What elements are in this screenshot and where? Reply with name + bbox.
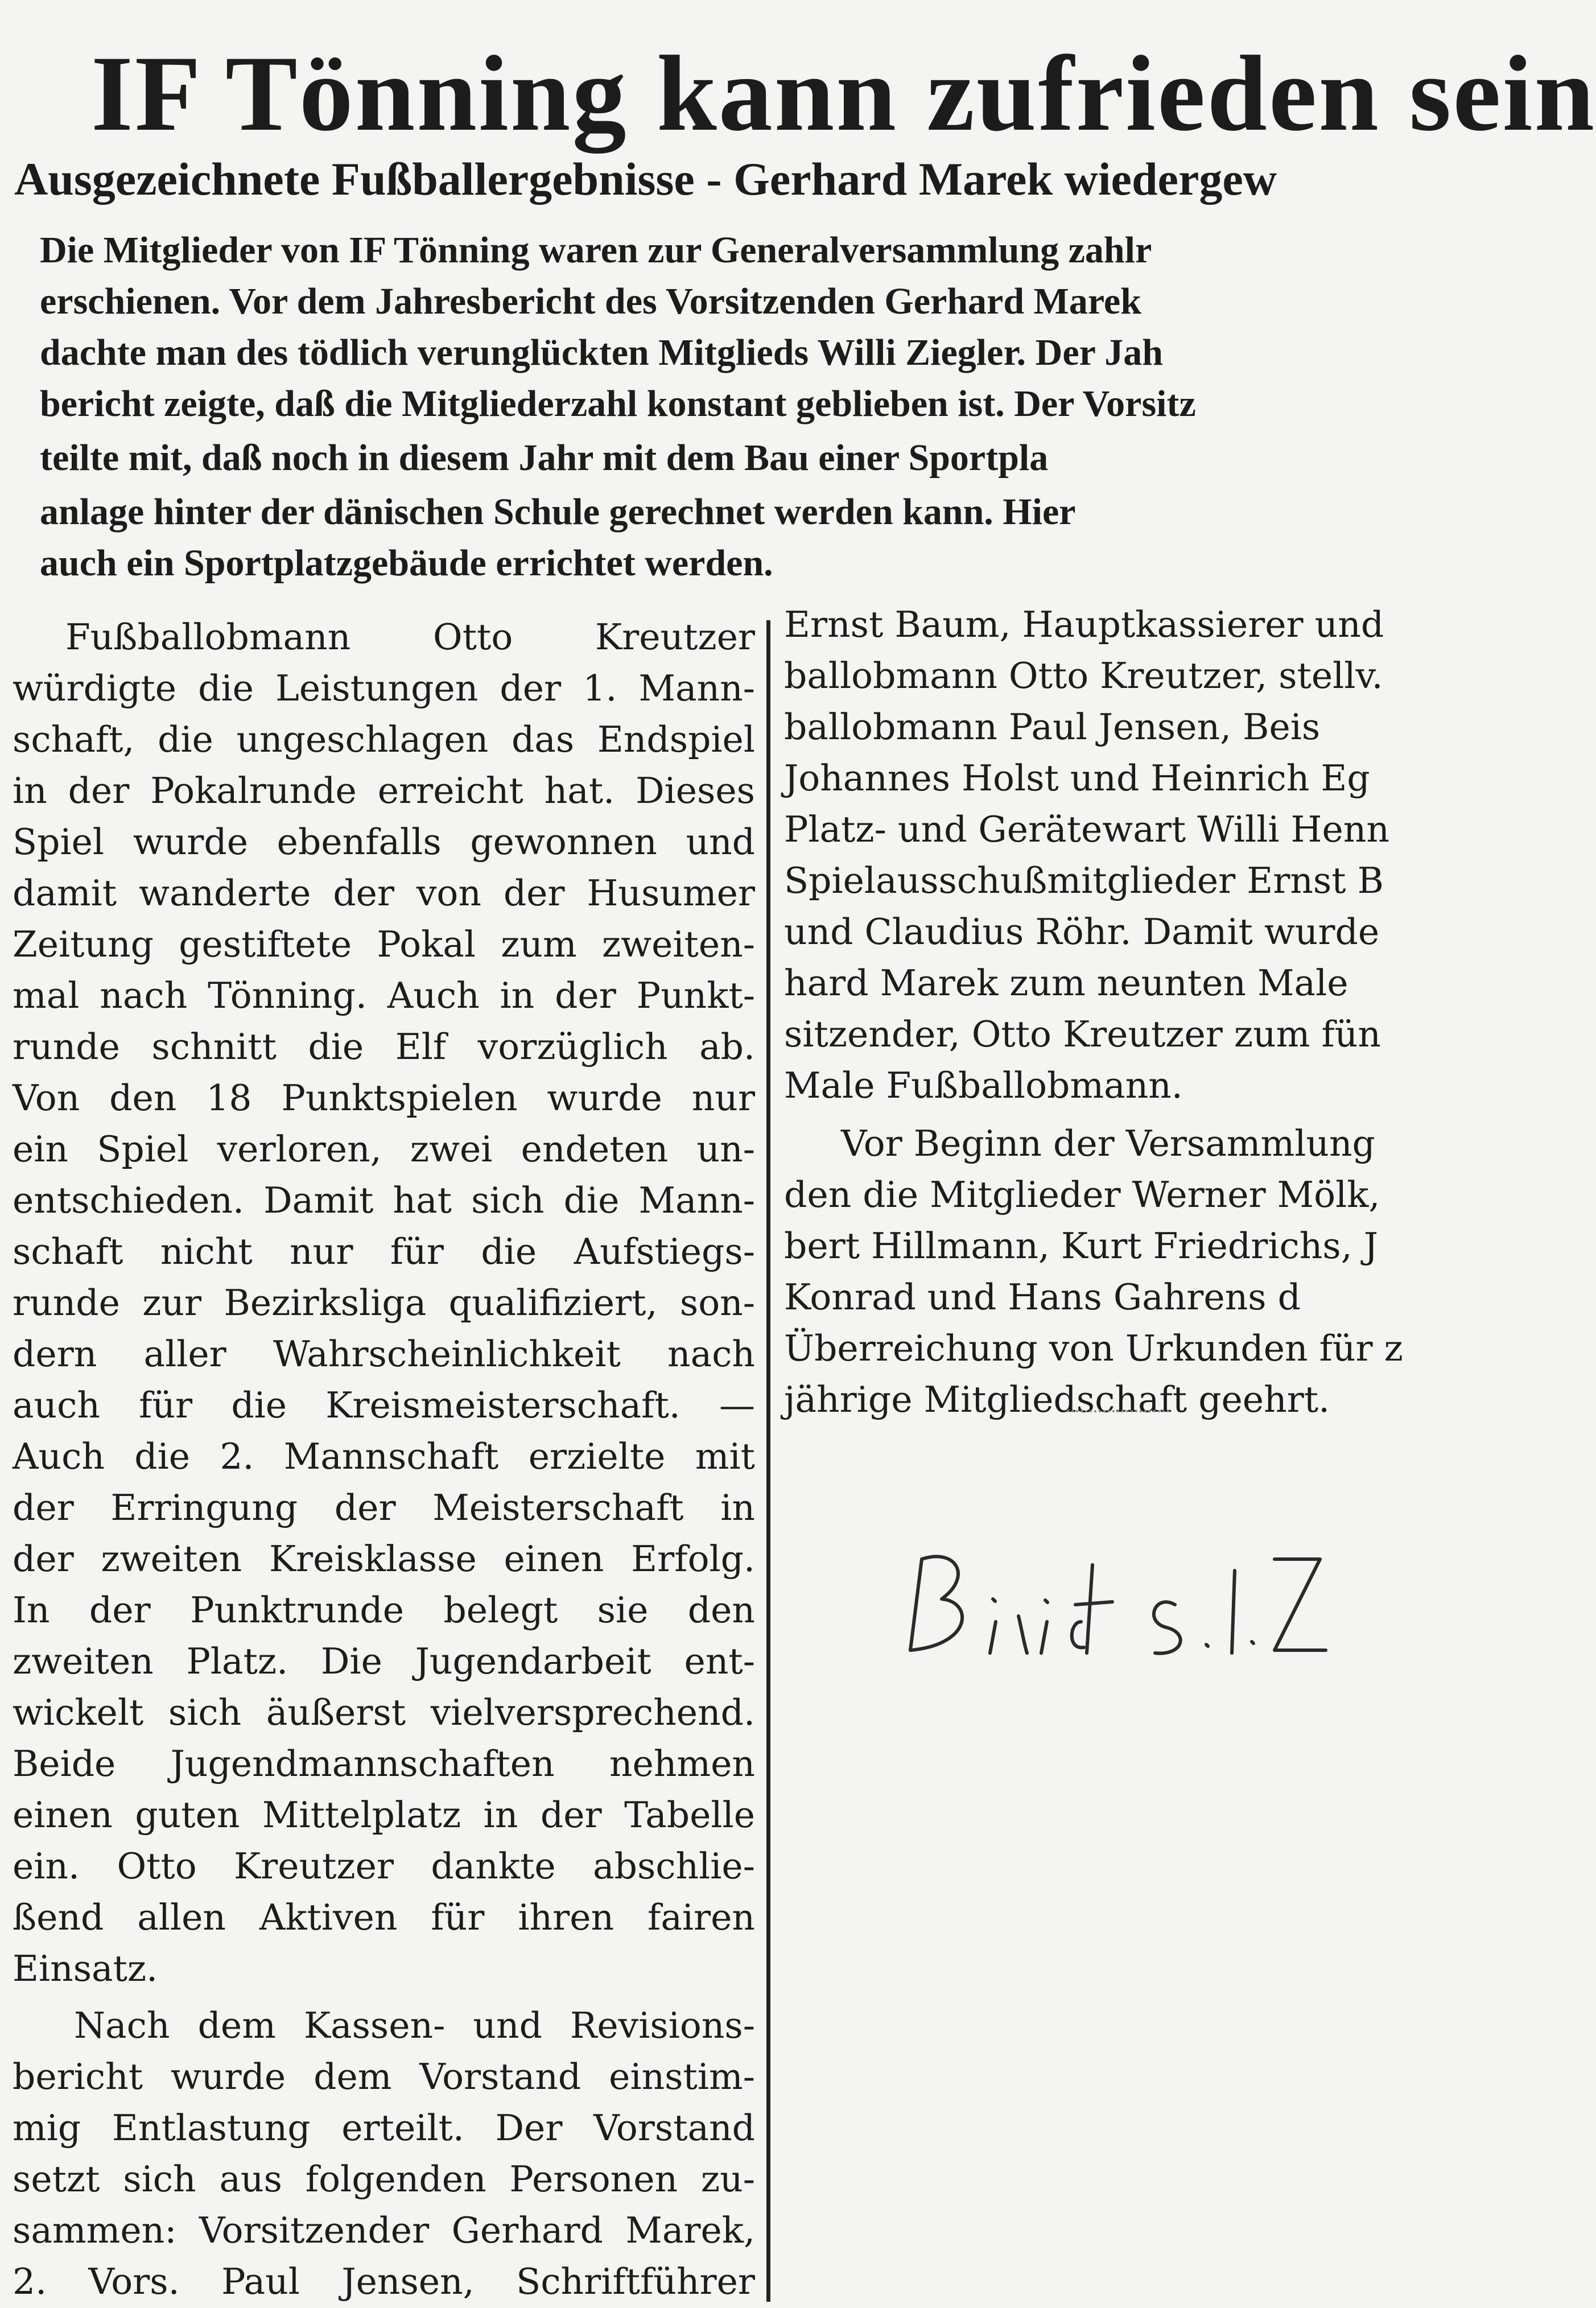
- column-line: bericht wurde dem Vorstand einstim-: [13, 2056, 755, 2097]
- lead-line: Die Mitglieder von IF Tönning waren zur Generalversammlung zahlr: [40, 229, 1152, 271]
- column-line: ein. Otto Kreutzer dankte abschlie-: [13, 1845, 755, 1887]
- column-line: Von den 18 Punktspielen wurde nur: [13, 1077, 755, 1119]
- column-line: Einsatz.: [13, 1948, 158, 1989]
- column-line: und Claudius Röhr. Damit wurde: [784, 911, 1380, 953]
- column-line: damit wanderte der von der Husumer: [13, 872, 755, 914]
- column-line: runde schnitt die Elf vorzüglich ab.: [13, 1026, 755, 1068]
- column-line: sammen: Vorsitzender Gerhard Marek,: [13, 2210, 755, 2251]
- column-line: mig Entlastung erteilt. Der Vorstand: [13, 2107, 755, 2149]
- column-line: zweiten Platz. Die Jugendarbeit ent-: [13, 1641, 755, 1682]
- column-line: In der Punktrunde belegt sie den: [13, 1589, 755, 1631]
- column-line: Johannes Holst und Heinrich Eg: [784, 757, 1370, 799]
- column-line: ein Spiel verloren, zwei endeten un-: [13, 1128, 755, 1170]
- column-line: Spiel wurde ebenfalls gewonnen und: [13, 821, 755, 863]
- column-line: einen guten Mittelplatz in der Tabelle: [13, 1794, 755, 1836]
- column-line: Beide Jugendmannschaften nehmen: [13, 1743, 755, 1784]
- column-line: runde zur Bezirksliga qualifiziert, son-: [13, 1282, 755, 1324]
- column-divider: [766, 620, 770, 2302]
- column-line: Überreichung von Urkunden für z: [784, 1328, 1403, 1369]
- column-line: sitzender, Otto Kreutzer zum fün: [784, 1013, 1381, 1055]
- lead-line: auch ein Sportplatzgebäude errichtet werden.: [40, 542, 773, 584]
- lead-line: teilte mit, daß noch in diesem Jahr mit dem Bau einer Sportpla: [40, 437, 1049, 479]
- lead-line: erschienen. Vor dem Jahresbericht des Vorsitzenden Gerhard Marek: [40, 281, 1141, 322]
- column-line: Konrad und Hans Gahrens d: [784, 1276, 1301, 1318]
- column-line: Fußballobmann Otto Kreutzer: [65, 616, 755, 658]
- lead-line: anlage hinter der dänischen Schule gerechnet werden kann. Hier: [40, 491, 1076, 533]
- column-line: ßend allen Aktiven für ihren fairen: [13, 1897, 755, 1938]
- column-line: Auch die 2. Mannschaft erzielte mit: [13, 1436, 755, 1477]
- column-line: würdigte die Leistungen der 1. Mann-: [13, 667, 755, 709]
- column-line: entschieden. Damit hat sich die Mann-: [13, 1180, 755, 1221]
- separator-dash: [1067, 1410, 1169, 1415]
- column-line: der zweiten Kreisklasse einen Erfolg.: [13, 1538, 755, 1580]
- column-line: in der Pokalrunde erreicht hat. Dieses: [13, 770, 755, 811]
- column-line: Zeitung gestiftete Pokal zum zweiten-: [13, 924, 755, 965]
- column-line: 2. Vors. Paul Jensen, Schriftführer: [13, 2261, 755, 2302]
- column-line: hard Marek zum neunten Male: [784, 962, 1348, 1004]
- column-line: dern aller Wahrscheinlichkeit nach: [13, 1333, 755, 1375]
- column-line: auch für die Kreismeisterschaft. —: [13, 1384, 755, 1426]
- lead-line: dachte man des tödlich verunglückten Mitglieds Willi Ziegler. Der Jah: [40, 332, 1163, 373]
- column-line: bert Hillmann, Kurt Friedrichs, J: [784, 1225, 1379, 1267]
- column-line: schaft, die ungeschlagen das Endspiel: [13, 719, 755, 760]
- subheadline: Ausgezeichnete Fußballergebnisse - Gerhard Marek wiedergew: [14, 153, 1277, 205]
- column-line: Nach dem Kassen- und Revisions-: [74, 2005, 755, 2046]
- column-line: ballobmann Otto Kreutzer, stellv.: [784, 655, 1383, 696]
- column-line: Vor Beginn der Versammlung: [841, 1123, 1375, 1164]
- column-line: jährige Mitgliedschaft geehrt.: [784, 1379, 1330, 1420]
- column-line: mal nach Tönning. Auch in der Punkt-: [13, 975, 755, 1016]
- column-line: setzt sich aus folgenden Personen zu-: [13, 2158, 755, 2200]
- column-line: schaft nicht nur für die Aufstiegs-: [13, 1231, 755, 1272]
- column-line: ballobmann Paul Jensen, Beis: [784, 706, 1321, 748]
- column-line: den die Mitglieder Werner Mölk,: [784, 1174, 1380, 1215]
- column-line: Spielausschußmitglieder Ernst B: [784, 860, 1384, 901]
- headline: IF Tönning kann zufrieden sein: [91, 34, 1596, 154]
- column-line: Ernst Baum, Hauptkassierer und: [784, 604, 1384, 645]
- lead-line: bericht zeigte, daß die Mitgliederzahl konstant geblieben ist. Der Vorsitz: [40, 383, 1196, 424]
- column-line: Platz- und Gerätewart Willi Henn: [784, 809, 1389, 850]
- column-line: der Erringung der Meisterschaft in: [13, 1487, 755, 1528]
- column-line: Male Fußballobmann.: [784, 1065, 1183, 1106]
- handwritten-note: [888, 1536, 1425, 1673]
- column-line: wickelt sich äußerst vielversprechend.: [13, 1692, 755, 1733]
